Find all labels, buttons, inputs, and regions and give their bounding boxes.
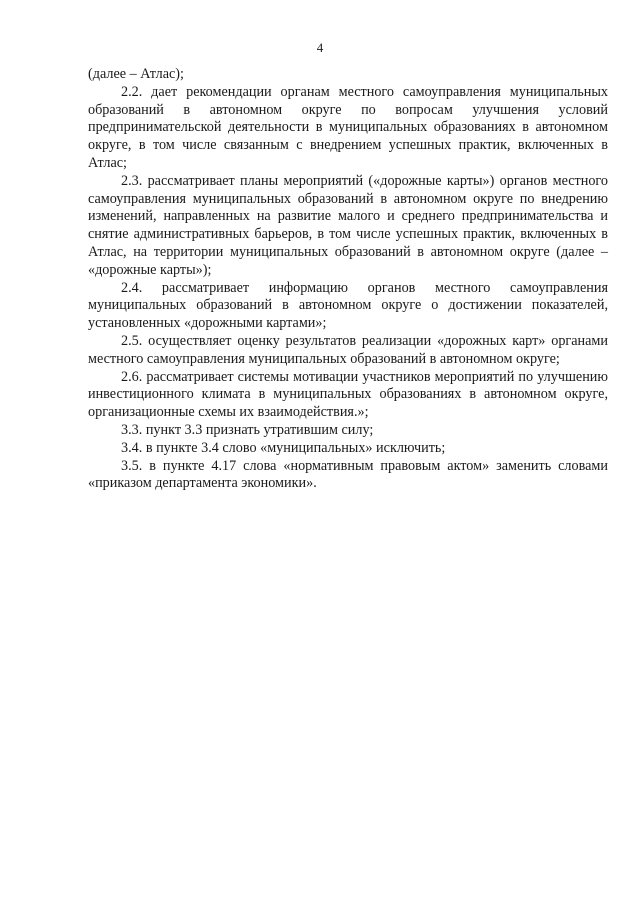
paragraph-2-4: 2.4. рассматривает информацию органов местного самоуправления муниципальных образований в автономном округе о достижении показателей, установленных «дорожными картами»; bbox=[88, 279, 608, 332]
page-number: 4 bbox=[316, 40, 324, 55]
paragraph-3-3: 3.3. пункт 3.3 признать утратившим силу; bbox=[121, 421, 374, 438]
paragraph-3-4: 3.4. в пункте 3.4 слово «муниципальных» исключить; bbox=[121, 439, 446, 456]
paragraph-2-6: 2.6. рассматривает системы мотивации участников мероприятий по улучшению инвестиционного климата в муниципальных образованиях в автономном округе, организационные схемы их взаимодействия.»; bbox=[88, 368, 608, 421]
document-body bbox=[88, 66, 608, 493]
paragraph-2-5: 2.5. осуществляет оценку результатов реализации «дорожных карт» органами местного самоуправления муниципальных образований в автономном округе; bbox=[88, 332, 608, 367]
paragraph-2-2: 2.2. дает рекомендации органам местного самоуправления муниципальных образований в автономном округе по вопросам улучшения условий предпринимательской деятельности в муниципальных образованиях в автономном округе, в том числе связанным с внедрением успешных практик, включенных в Атлас; bbox=[88, 83, 608, 171]
paragraph-continuation: (далее – Атлас); bbox=[88, 66, 184, 82]
paragraph-3-5: 3.5. в пункте 4.17 слова «нормативным правовым актом» заменить словами «приказом департамента экономики». bbox=[88, 457, 608, 492]
paragraph-2-3: 2.3. рассматривает планы мероприятий («дорожные карты») органов местного самоуправления муниципальных образований в автономном округе по внедрению изменений, направленных на развитие малого и среднего предпринимательства и снятие административных барьеров, в том числе успешных практик, включенных в Атлас, на территории муниципальных образований в автономном округе (далее – «дорожные карты»); bbox=[88, 172, 608, 278]
